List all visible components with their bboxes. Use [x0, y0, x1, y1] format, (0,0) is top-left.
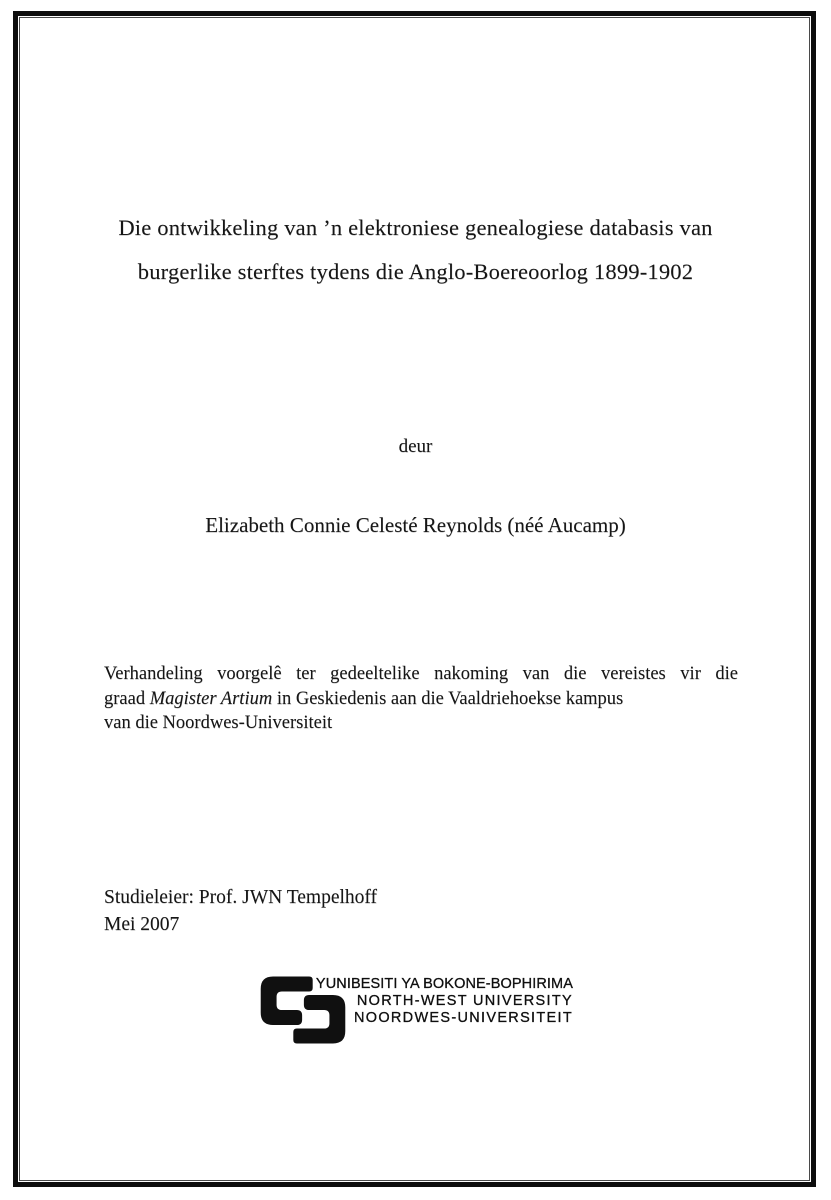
date-line: Mei 2007 — [104, 914, 180, 935]
submission-note-line-2-prefix: graad — [104, 688, 150, 709]
logo-line-afrikaans: NOORDWES-UNIVERSITEIT — [353, 1010, 573, 1026]
thesis-title-line-1: Die ontwikkeling van ’n elektroniese genealogiese databasis van — [118, 215, 713, 240]
thesis-title — [0, 206, 831, 294]
byline: deur — [398, 436, 433, 457]
logo-line-setswana: YUNIBESITI YA BOKONE-BOPHIRIMA — [315, 976, 573, 992]
thesis-title-line-2: burgerlike sterftes tydens die Anglo-Boereoorlog 1899-1902 — [137, 259, 694, 284]
author-name: Elizabeth Connie Celesté Reynolds (néé Aucamp) — [205, 513, 626, 537]
university-logo-wordmark — [316, 976, 573, 1027]
supervisor-block — [104, 884, 377, 938]
submission-note-line-3: van die Noordwes-Universiteit — [104, 713, 333, 734]
submission-note-degree-italic: Magister Artium — [149, 688, 273, 709]
university-logo — [257, 972, 577, 1054]
submission-note — [104, 662, 738, 736]
submission-note-line-2-suffix: in Geskiedenis aan die Vaaldriehoekse kampus — [272, 688, 624, 709]
submission-note-line-1: Verhandeling voorgelê ter gedeeltelike nakoming van die vereistes vir die — [104, 664, 738, 684]
submission-note-line-2 — [104, 689, 623, 709]
logo-line-english: NORTH-WEST UNIVERSITY — [356, 993, 573, 1009]
supervisor-line: Studieleier: Prof. JWN Tempelhoff — [104, 887, 378, 908]
